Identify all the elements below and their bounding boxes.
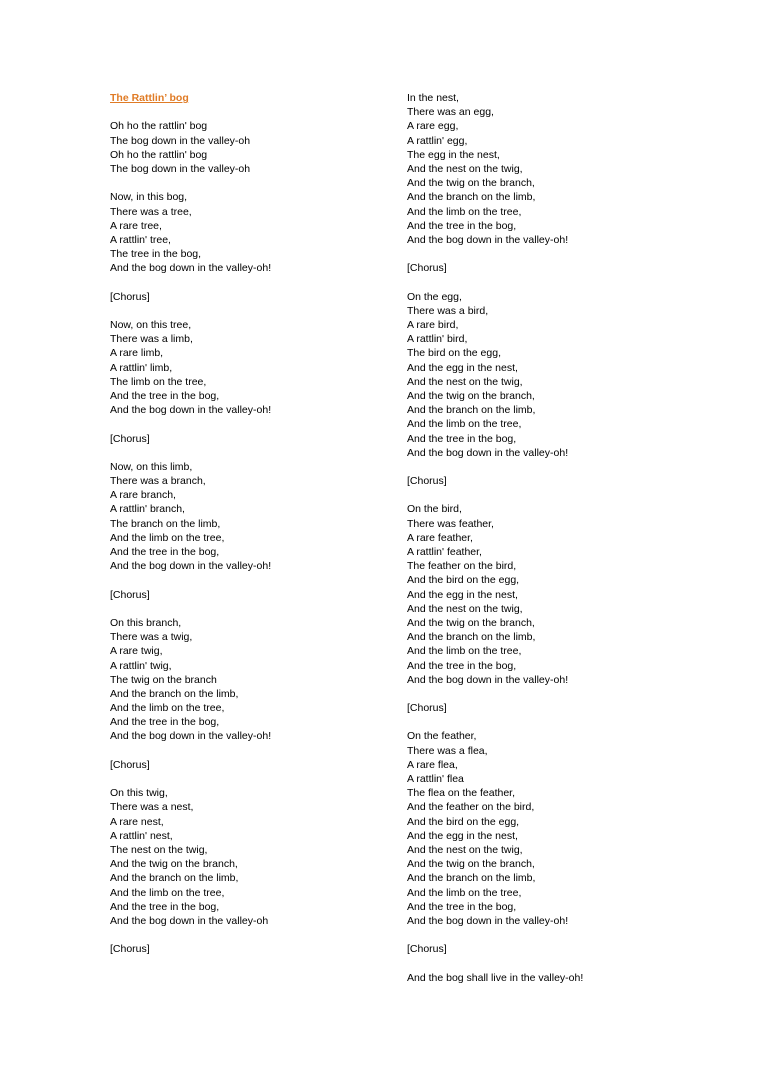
lyric-line: And the branch on the limb, [110, 872, 239, 885]
lyric-line: And the bog down in the valley-oh [110, 914, 269, 927]
lyric-line: A rare egg, [407, 120, 459, 133]
stanza [110, 758, 400, 772]
lyric-line: And the limb on the tree, [407, 645, 522, 658]
lyric-line: Now, on this tree, [110, 319, 192, 331]
lyric-line: And the branch on the limb, [407, 404, 536, 417]
stanza [407, 701, 697, 715]
lyric-line: And the branch on the limb, [407, 872, 536, 885]
stanza [110, 460, 400, 574]
lyric-line: The flea on the feather, [407, 787, 515, 800]
lyric-line: The egg in the nest, [407, 148, 500, 161]
lyric-line: And the bog down in the valley-oh! [110, 730, 272, 743]
lyric-line: And the twig on the branch, [407, 177, 535, 190]
lyric-line: And the tree in the bog, [407, 900, 517, 913]
lyric-line: And the bog down in the valley-oh! [407, 446, 569, 459]
stanza [407, 942, 697, 956]
lyric-line: And the egg in the nest, [407, 588, 518, 601]
lyric-line: And the bog down in the valley-oh! [110, 262, 272, 275]
chorus-marker: [Chorus] [407, 262, 447, 275]
lyric-line: There was a branch, [110, 475, 206, 488]
lyric-line: The bird on the egg, [407, 347, 501, 360]
stanza [407, 971, 697, 985]
lyric-line: A rattlin' tree, [110, 233, 171, 246]
lyric-line: And the feather on the bird, [407, 801, 535, 814]
lyric-line: And the twig on the branch, [407, 616, 535, 629]
chorus-marker: [Chorus] [110, 758, 150, 771]
lyric-line: And the branch on the limb, [407, 191, 536, 204]
lyric-line: And the egg in the nest, [407, 361, 518, 374]
stanza [407, 91, 697, 247]
lyric-line: A rare branch, [110, 489, 176, 502]
lyric-line: The nest on the twig, [110, 843, 208, 856]
chorus-marker: [Chorus] [110, 588, 150, 601]
lyric-line: A rattlin' flea [407, 773, 464, 785]
lyric-line: And the twig on the branch, [407, 389, 535, 402]
lyric-line: There was a twig, [110, 631, 193, 644]
lyric-line: And the nest on the twig, [407, 843, 523, 856]
lyric-line: On the egg, [407, 290, 462, 303]
lyric-line: On the feather, [407, 730, 477, 743]
lyric-line: And the twig on the branch, [110, 858, 238, 871]
lyric-line: And the nest on the twig, [407, 375, 523, 388]
lyric-line: A rattlin' egg, [407, 134, 468, 147]
lyric-line: And the limb on the tree, [110, 531, 225, 544]
lyric-line: And the egg in the nest, [407, 829, 518, 842]
lyric-line: And the tree in the bog, [110, 900, 220, 913]
stanza [407, 261, 697, 275]
lyric-line: And the limb on the tree, [110, 702, 225, 715]
song-title: The Rattlin’ bog [110, 92, 189, 104]
chorus-marker: [Chorus] [407, 943, 447, 956]
lyric-line: And the tree in the bog, [407, 659, 517, 672]
lyric-line: A rattlin' branch, [110, 503, 185, 516]
lyrics-left-column [110, 91, 400, 956]
stanza [110, 190, 400, 275]
lyric-line: And the bog down in the valley-oh! [407, 673, 569, 686]
lyric-line: And the tree in the bog, [407, 219, 517, 232]
lyric-line: The limb on the tree, [110, 375, 207, 388]
lyric-line: Oh ho the rattlin' bog [110, 148, 208, 161]
stanza [110, 942, 400, 956]
stanza [110, 588, 400, 602]
lyric-line: And the branch on the limb, [110, 687, 239, 700]
lyric-line: A rattlin' bird, [407, 333, 468, 346]
chorus-marker: [Chorus] [110, 290, 150, 303]
lyric-line: And the limb on the tree, [407, 418, 522, 431]
lyric-line: And the nest on the twig, [407, 162, 523, 175]
lyric-line: Oh ho the rattlin' bog [110, 120, 208, 133]
lyric-line: There was a limb, [110, 333, 193, 346]
lyric-line: A rare flea, [407, 758, 458, 771]
lyric-line: And the bog down in the valley-oh! [110, 560, 272, 573]
lyric-line: There was a flea, [407, 744, 488, 757]
lyric-line: A rattlin' twig, [110, 659, 172, 672]
lyric-line: And the limb on the tree, [110, 886, 225, 899]
lyric-line: There was an egg, [407, 106, 494, 119]
lyric-line: And the tree in the bog, [110, 546, 220, 558]
stanza [110, 786, 400, 928]
lyric-line: On this twig, [110, 787, 168, 800]
lyric-line: And the bog shall live in the valley-oh! [407, 971, 584, 984]
stanza [110, 290, 400, 304]
lyric-line: And the tree in the bog, [407, 432, 517, 445]
lyric-line: On the bird, [407, 503, 462, 516]
lyric-line: There was a nest, [110, 801, 194, 814]
lyric-line: And the bird on the egg, [407, 574, 520, 587]
lyric-line: The feather on the bird, [407, 560, 517, 573]
lyric-line: And the branch on the limb, [407, 631, 536, 644]
lyric-line: A rare nest, [110, 815, 164, 828]
lyric-line: There was feather, [407, 517, 494, 530]
lyric-line: And the nest on the twig, [407, 602, 523, 615]
lyric-line: A rare bird, [407, 319, 459, 331]
lyric-line: And the limb on the tree, [407, 205, 522, 218]
lyric-line: A rare limb, [110, 347, 164, 360]
chorus-marker: [Chorus] [407, 475, 447, 488]
lyric-line: And the twig on the branch, [407, 858, 535, 871]
lyric-line: The twig on the branch [110, 673, 217, 686]
stanza [110, 119, 400, 176]
lyric-line: A rare tree, [110, 219, 162, 232]
stanza [110, 432, 400, 446]
lyric-line: The bog down in the valley-oh [110, 162, 251, 175]
lyric-line: A rare twig, [110, 645, 163, 658]
lyric-line: And the bog down in the valley-oh! [407, 233, 569, 246]
stanza [407, 729, 697, 928]
lyric-line: A rattlin' feather, [407, 546, 482, 558]
lyric-line: The bog down in the valley-oh [110, 134, 251, 147]
chorus-marker: [Chorus] [110, 432, 150, 445]
lyric-line: A rare feather, [407, 531, 473, 544]
lyric-line: In the nest, [407, 92, 459, 104]
lyric-line: Now, on this limb, [110, 460, 193, 473]
lyric-line: There was a tree, [110, 205, 192, 218]
lyric-line: And the bird on the egg, [407, 815, 520, 828]
lyric-line: And the tree in the bog, [110, 716, 220, 729]
lyric-line: Now, in this bog, [110, 191, 188, 204]
lyric-line: There was a bird, [407, 304, 489, 317]
lyric-line: The branch on the limb, [110, 517, 221, 530]
lyrics-right-column [407, 91, 697, 985]
stanza [407, 290, 697, 460]
stanza [407, 474, 697, 488]
lyric-line: On this branch, [110, 616, 182, 629]
stanza [407, 502, 697, 686]
lyric-line: And the tree in the bog, [110, 389, 220, 402]
lyric-line: And the bog down in the valley-oh! [407, 914, 569, 927]
lyric-line: And the limb on the tree, [407, 886, 522, 899]
chorus-marker: [Chorus] [110, 943, 150, 956]
chorus-marker: [Chorus] [407, 702, 447, 715]
lyric-line: The tree in the bog, [110, 248, 202, 261]
stanza [110, 318, 400, 417]
lyric-line: A rattlin' nest, [110, 829, 173, 842]
stanza [110, 616, 400, 744]
lyric-line: A rattlin' limb, [110, 361, 173, 374]
lyric-line: And the bog down in the valley-oh! [110, 404, 272, 417]
